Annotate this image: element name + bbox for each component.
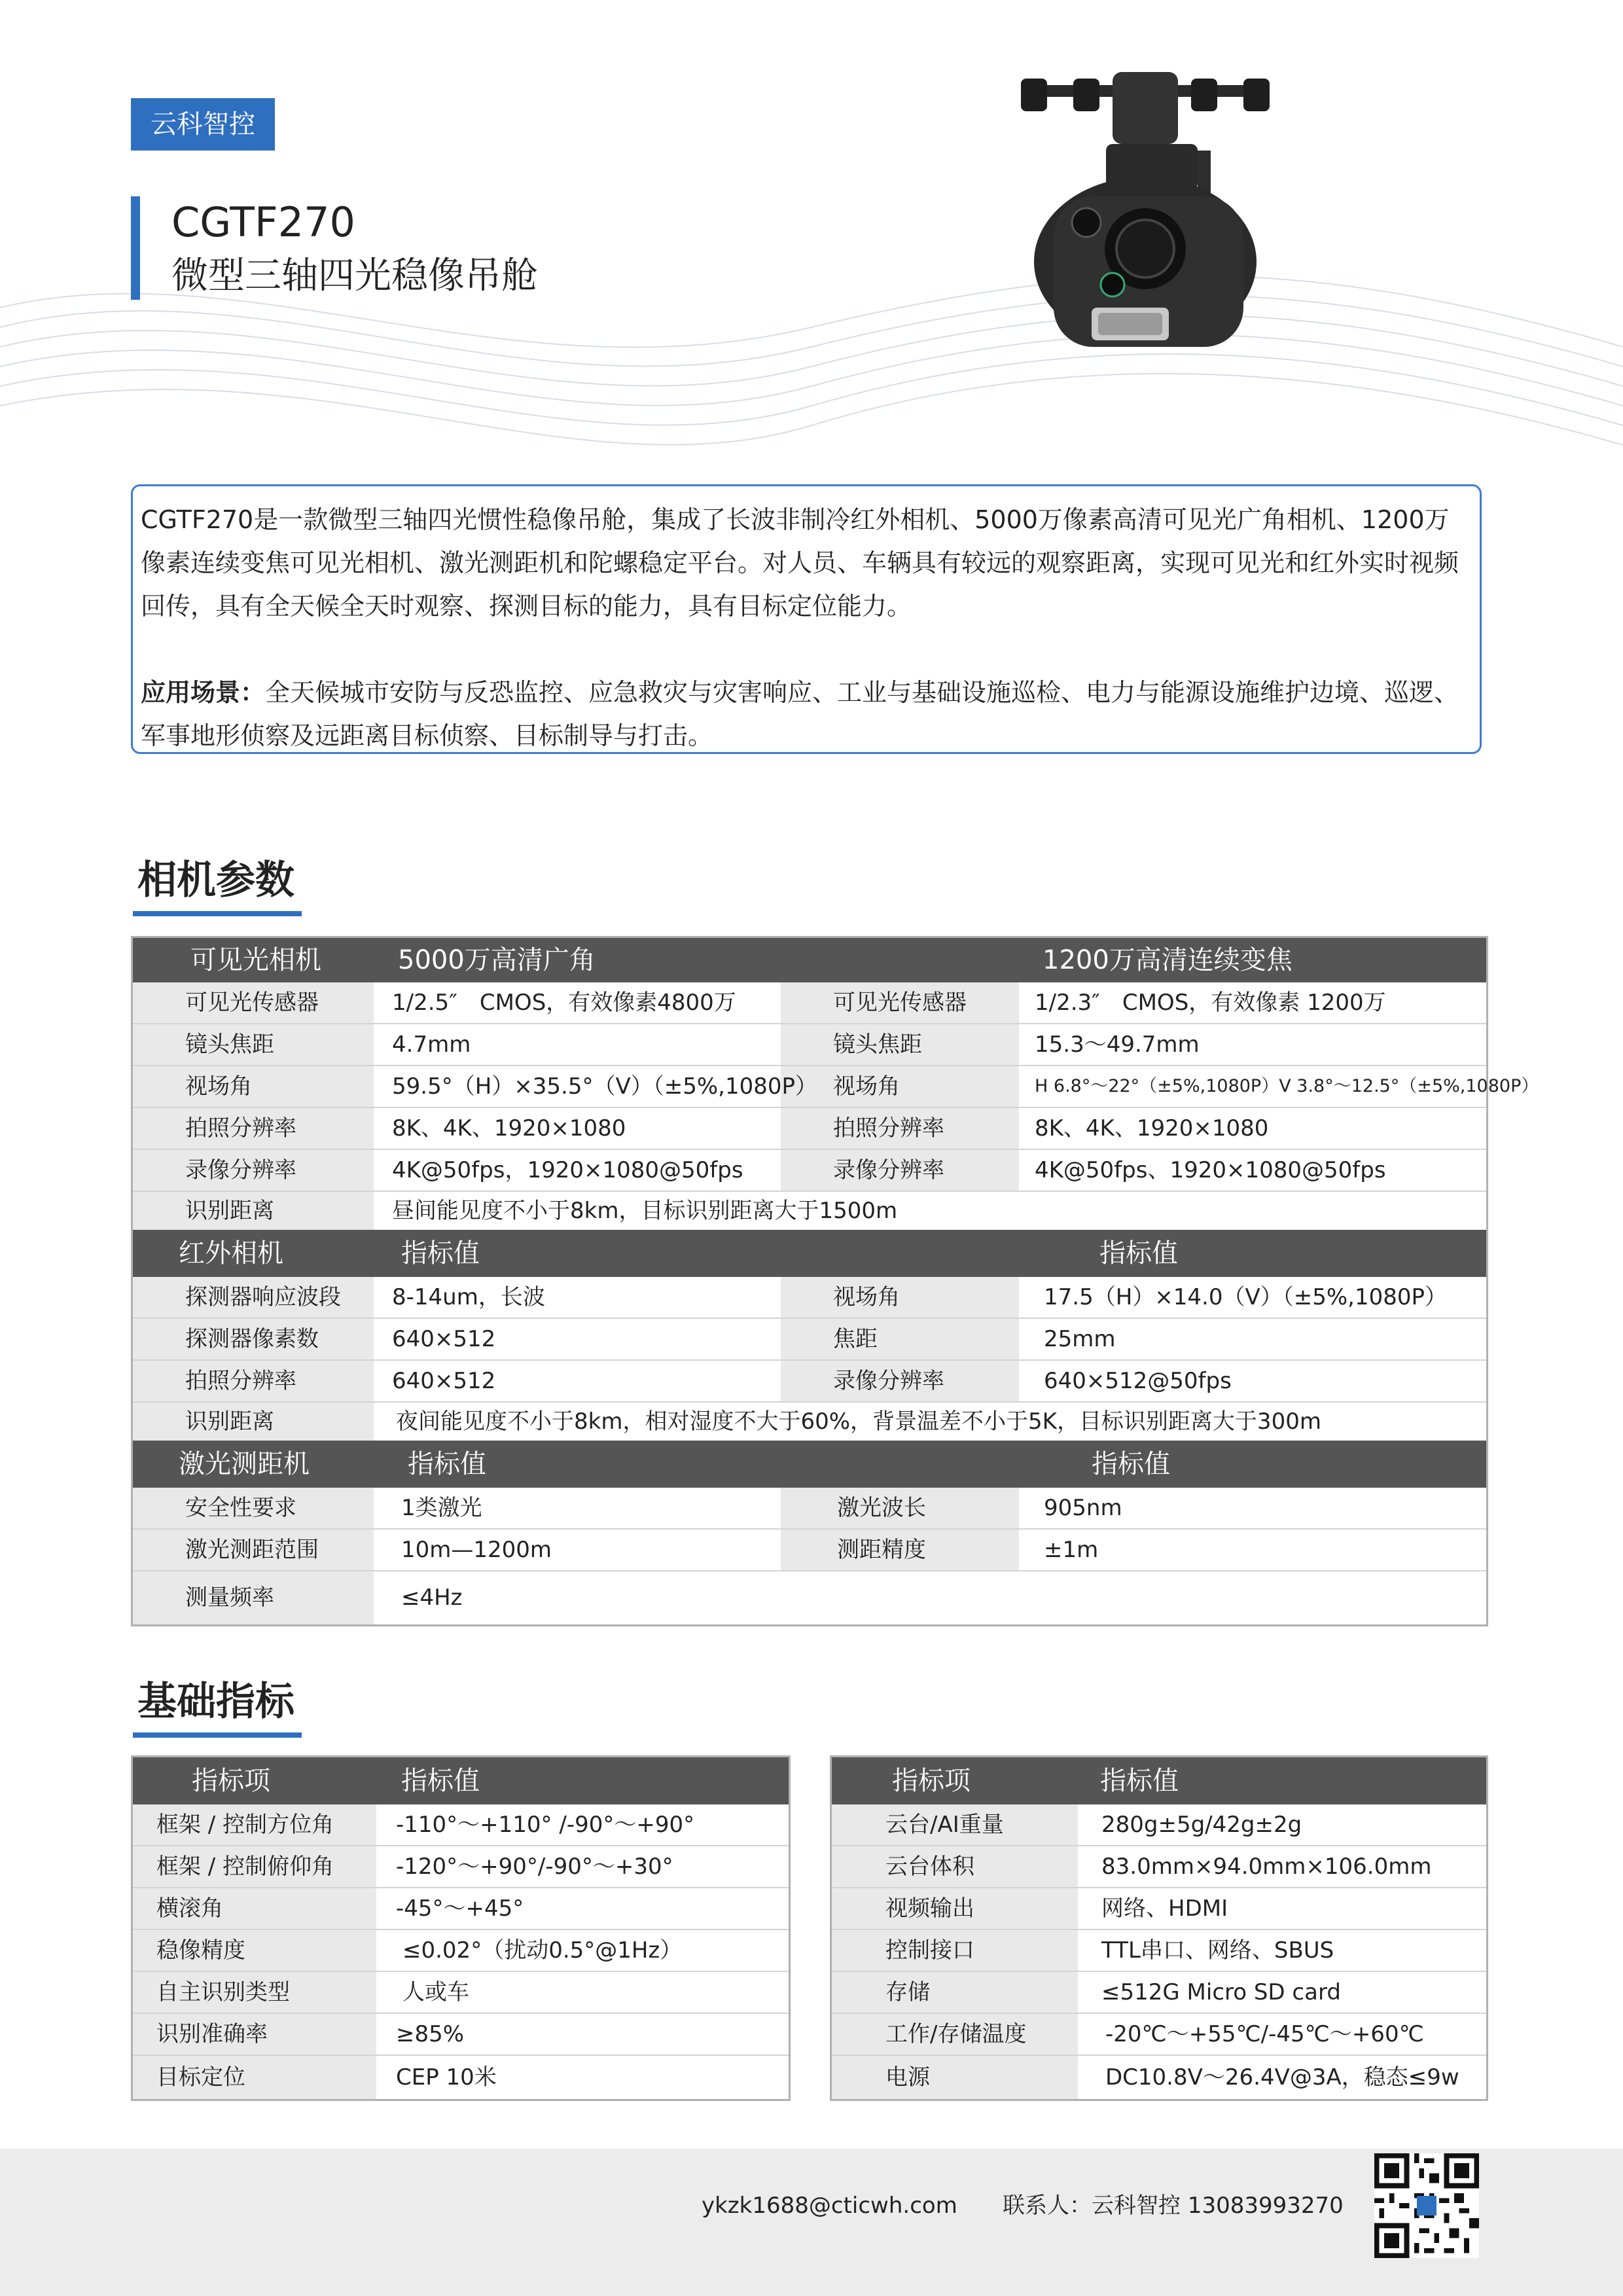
row-value: 10m—1200m [401,1537,552,1563]
table-row [832,1846,1486,1887]
row-label: 识别距离 [185,1408,274,1435]
laser-rangefinder-header [133,1441,1486,1488]
row-value: -120°～+90°/-90°～+30° [396,1854,673,1880]
table-row [133,1846,789,1887]
row-label: 工作/存储温度 [885,2021,1027,2047]
row-label: 镜头焦距 [833,1031,922,1058]
row-value: ≥85% [396,2021,465,2047]
row-value: 17.5（H）×14.0（V）（±5%,1080P） [1044,1284,1447,1310]
row-label: 录像分辨率 [833,1368,944,1394]
row-label: 可见光传感器 [833,990,967,1016]
basic-right-header [832,1757,1486,1804]
row-value: 夜间能见度不小于8km，相对湿度不大于60%，背景温差不小于5K，目标识别距离大于300m [396,1408,1321,1435]
row-value: 640×512@50fps [1044,1368,1232,1394]
laser-header-value-left: 指标值 [408,1449,486,1479]
row-label: 视场角 [185,1073,252,1100]
row-label: 存储 [885,1979,930,2005]
row-label: 视频输出 [885,1895,974,1922]
infrared-header-value-left: 指标值 [401,1238,480,1268]
row-value: 人或车 [402,1979,469,2005]
row-value: 280g±5g/42g±2g [1101,1812,1302,1838]
row-value: 905nm [1044,1495,1122,1521]
row-value: H 6.8°～22°（±5%,1080P）V 3.8°～12.5°（±5%,1080P） [1035,1076,1539,1096]
table-row [133,1972,789,2013]
row-label: 拍照分辨率 [185,1368,296,1394]
intro-description: CGTF270是一款微型三轴四光惯性稳像吊舱，集成了长波非制冷红外相机、5000万像素高清可见光广角相机、1200万像素连续变焦可见光相机、激光测距机和陀螺稳定平台。对人员、车辆具有较远的观察距离，实现可见光和红外实时视频回传，具有全天候全天时观察、探测目标的能力，具有目标定位能力。 [141,505,1459,620]
table-row [832,1804,1486,1845]
row-value: 8-14um，长波 [392,1284,545,1310]
table-row [133,1930,789,1971]
table-row [133,2056,789,2099]
row-value: ≤512G Micro SD card [1101,1979,1341,2005]
table-row [832,2014,1486,2054]
row-value: 4K@50fps，1920×1080@50fps [392,1157,743,1183]
row-label: 云台/AI重量 [885,1812,1004,1838]
row-value: -20℃～+55℃/-45℃～+60℃ [1105,2021,1424,2047]
row-value: 昼间能见度不小于8km，目标识别距离大于1500m [392,1198,898,1224]
row-value: -45°～+45° [396,1895,524,1922]
row-value: ±1m [1044,1537,1099,1563]
footer-contact: 联系人：云科智控 13083993270 [1003,2193,1344,2219]
header-value: 指标值 [401,1766,480,1796]
camera-section-underline [133,911,302,916]
header-value: 指标值 [1100,1766,1179,1796]
row-label: 目标定位 [156,2064,245,2090]
table-row [832,1972,1486,2013]
row-label: 云台体积 [885,1854,974,1880]
row-value: TTL串口、网络、SBUS [1101,1937,1334,1964]
row-value: 4.7mm [392,1031,471,1058]
row-value: 1/2.5″ CMOS，有效像素4800万 [392,990,736,1016]
usage-text: 全天候城市安防与反恐监控、应急救灾与灾害响应、工业与基础设施巡检、电力与能源设施维护边境、巡逻、军事地形侦察及远距离目标侦察、目标制导与打击。 [141,678,1459,750]
table-row [133,1571,1486,1624]
visible-header-title: 可见光相机 [190,945,321,975]
laser-header-value-right: 指标值 [1092,1449,1170,1479]
infrared-header-value-right: 指标值 [1099,1238,1178,1268]
row-value: 640×512 [392,1368,496,1394]
row-label: 框架 / 控制方位角 [156,1812,334,1838]
row-label: 控制接口 [885,1937,974,1964]
visible-header-wide: 5000万高清广角 [398,945,596,975]
table-row [133,1277,1486,1318]
row-label: 横滚角 [156,1895,223,1922]
row-label: 识别距离 [185,1198,274,1224]
table-row [832,1930,1486,1971]
table-row [133,1024,1486,1065]
basic-section-title: 基础指标 [137,1679,294,1725]
table-row [133,1488,1486,1528]
row-label: 可见光传感器 [185,990,319,1016]
table-row [133,2014,789,2054]
table-row [133,1530,1486,1570]
table-row [133,1888,789,1929]
basic-indicators-right-table [830,1755,1488,2101]
row-value: 640×512 [392,1326,496,1352]
row-value: 25mm [1044,1326,1116,1352]
usage-label: 应用场景： [141,678,266,707]
gimbal-camera-icon [1014,65,1289,373]
row-label: 录像分辨率 [185,1157,296,1183]
row-label: 拍照分辨率 [185,1115,296,1141]
table-row [133,1066,1539,1107]
basic-indicators-left-table [131,1755,791,2101]
intro-box [131,484,1482,754]
row-value: ≤0.02°（扰动0.5°@1Hz） [402,1937,683,1964]
row-label: 安全性要求 [185,1495,296,1521]
row-label: 激光测距范围 [185,1537,319,1563]
qr-code-icon [1374,2153,1479,2258]
camera-parameters-table [131,936,1539,1626]
visible-camera-header [133,938,1486,982]
row-value: 59.5°（H）×35.5°（V）（±5%,1080P） [392,1073,817,1100]
product-model: CGTF270 [171,198,355,246]
table-row [133,1108,1486,1149]
row-value: DC10.8V～26.4V@3A，稳态≤9w [1105,2064,1459,2090]
row-label: 框架 / 控制俯仰角 [156,1854,334,1880]
product-subtitle: 微型三轴四光稳像吊舱 [171,255,538,297]
camera-section-title: 相机参数 [137,857,294,903]
row-value: CEP 10米 [396,2064,497,2090]
header-item: 指标项 [192,1766,270,1796]
row-value: 15.3～49.7mm [1035,1031,1200,1058]
row-label: 识别准确率 [156,2021,268,2047]
row-label: 焦距 [833,1326,878,1352]
row-value: 8K、4K、1920×1080 [392,1115,626,1141]
table-row [133,1804,789,1845]
row-label: 视场角 [833,1073,900,1100]
laser-header-title: 激光测距机 [179,1449,310,1479]
row-label: 镜头焦距 [185,1031,274,1058]
row-label: 视场角 [833,1284,900,1310]
row-value: ≤4Hz [401,1585,463,1611]
basic-left-header [133,1757,789,1804]
brand-badge: 云科智控 [131,98,275,151]
table-row [133,1319,1486,1359]
basic-section-underline [133,1732,302,1738]
row-label: 探测器像素数 [185,1326,319,1352]
row-label: 测距精度 [837,1537,926,1563]
row-label: 稳像精度 [156,1937,245,1964]
intro-usage [141,671,1473,757]
row-label: 自主识别类型 [156,1979,290,2005]
header-item: 指标项 [892,1766,971,1796]
row-value: 8K、4K、1920×1080 [1035,1115,1269,1141]
row-label: 激光波长 [837,1495,926,1521]
row-label: 电源 [885,2064,930,2090]
row-value: 83.0mm×94.0mm×106.0mm [1101,1854,1432,1880]
footer-email[interactable]: ykzk1688@cticwh.com [702,2193,957,2219]
row-value: 4K@50fps、1920×1080@50fps [1035,1157,1386,1183]
row-label: 拍照分辨率 [833,1115,944,1141]
infrared-camera-header [133,1230,1486,1277]
table-row [133,1192,1486,1230]
row-value: 网络、HDMI [1101,1895,1228,1922]
table-row [832,2056,1486,2099]
row-value: 1类激光 [401,1495,482,1521]
table-row [832,1888,1486,1929]
row-label: 探测器响应波段 [185,1284,341,1310]
visible-header-zoom: 1200万高清连续变焦 [1043,945,1293,975]
table-row [133,1361,1486,1401]
row-label: 测量频率 [185,1585,274,1611]
table-row [133,1403,1486,1441]
table-row [133,982,1486,1023]
row-value: -110°～+110° /-90°～+90° [396,1812,695,1838]
row-label: 录像分辨率 [833,1157,944,1183]
table-row [133,1150,1486,1191]
infrared-header-title: 红外相机 [179,1238,283,1268]
title-accent-bar [131,196,140,300]
row-value: 1/2.3″ CMOS，有效像素 1200万 [1035,990,1386,1016]
